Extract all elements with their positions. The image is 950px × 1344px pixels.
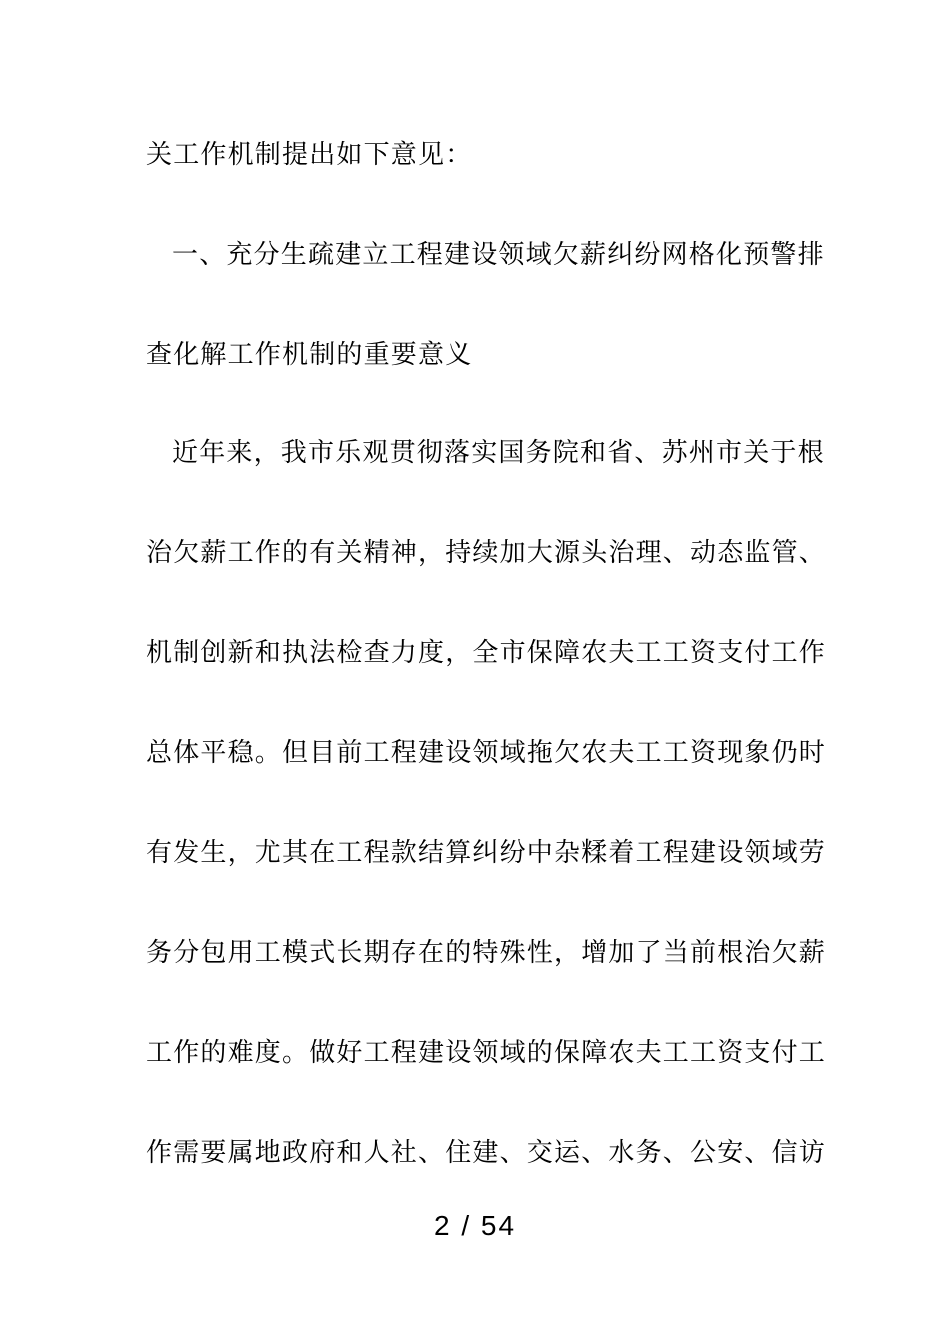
text-line-8: 有发生，尤其在工程款结算纠纷中杂糅着工程建设领域劳 (146, 838, 827, 868)
text-line-9: 务分包用工模式长期存在的特殊性，增加了当前根治欠薪 (146, 938, 827, 968)
text-line-11: 作需要属地政府和人社、住建、交运、水务、公安、信访 (146, 1138, 827, 1168)
section-heading-line-2: 查化解工作机制的重要意义 (146, 340, 473, 370)
text-line-5: 治欠薪工作的有关精神，持续加大源头治理、动态监管、 (146, 538, 827, 568)
text-line-1: 关工作机制提出如下意见： (146, 140, 473, 170)
section-heading-line-1: 一、充分生疏建立工程建设领域欠薪纠纷网格化预警排 (172, 240, 825, 270)
text-line-4: 近年来，我市乐观贯彻落实国务院和省、苏州市关于根 (172, 438, 825, 468)
text-line-6: 机制创新和执法检查力度，全市保障农夫工工资支付工作 (146, 638, 827, 668)
text-line-10: 工作的难度。做好工程建设领域的保障农夫工工资支付工 (146, 1038, 827, 1068)
text-line-7: 总体平稳。但目前工程建设领域拖欠农夫工工资现象仍时 (146, 738, 827, 768)
page-number: 2 / 54 (433, 1210, 517, 1241)
